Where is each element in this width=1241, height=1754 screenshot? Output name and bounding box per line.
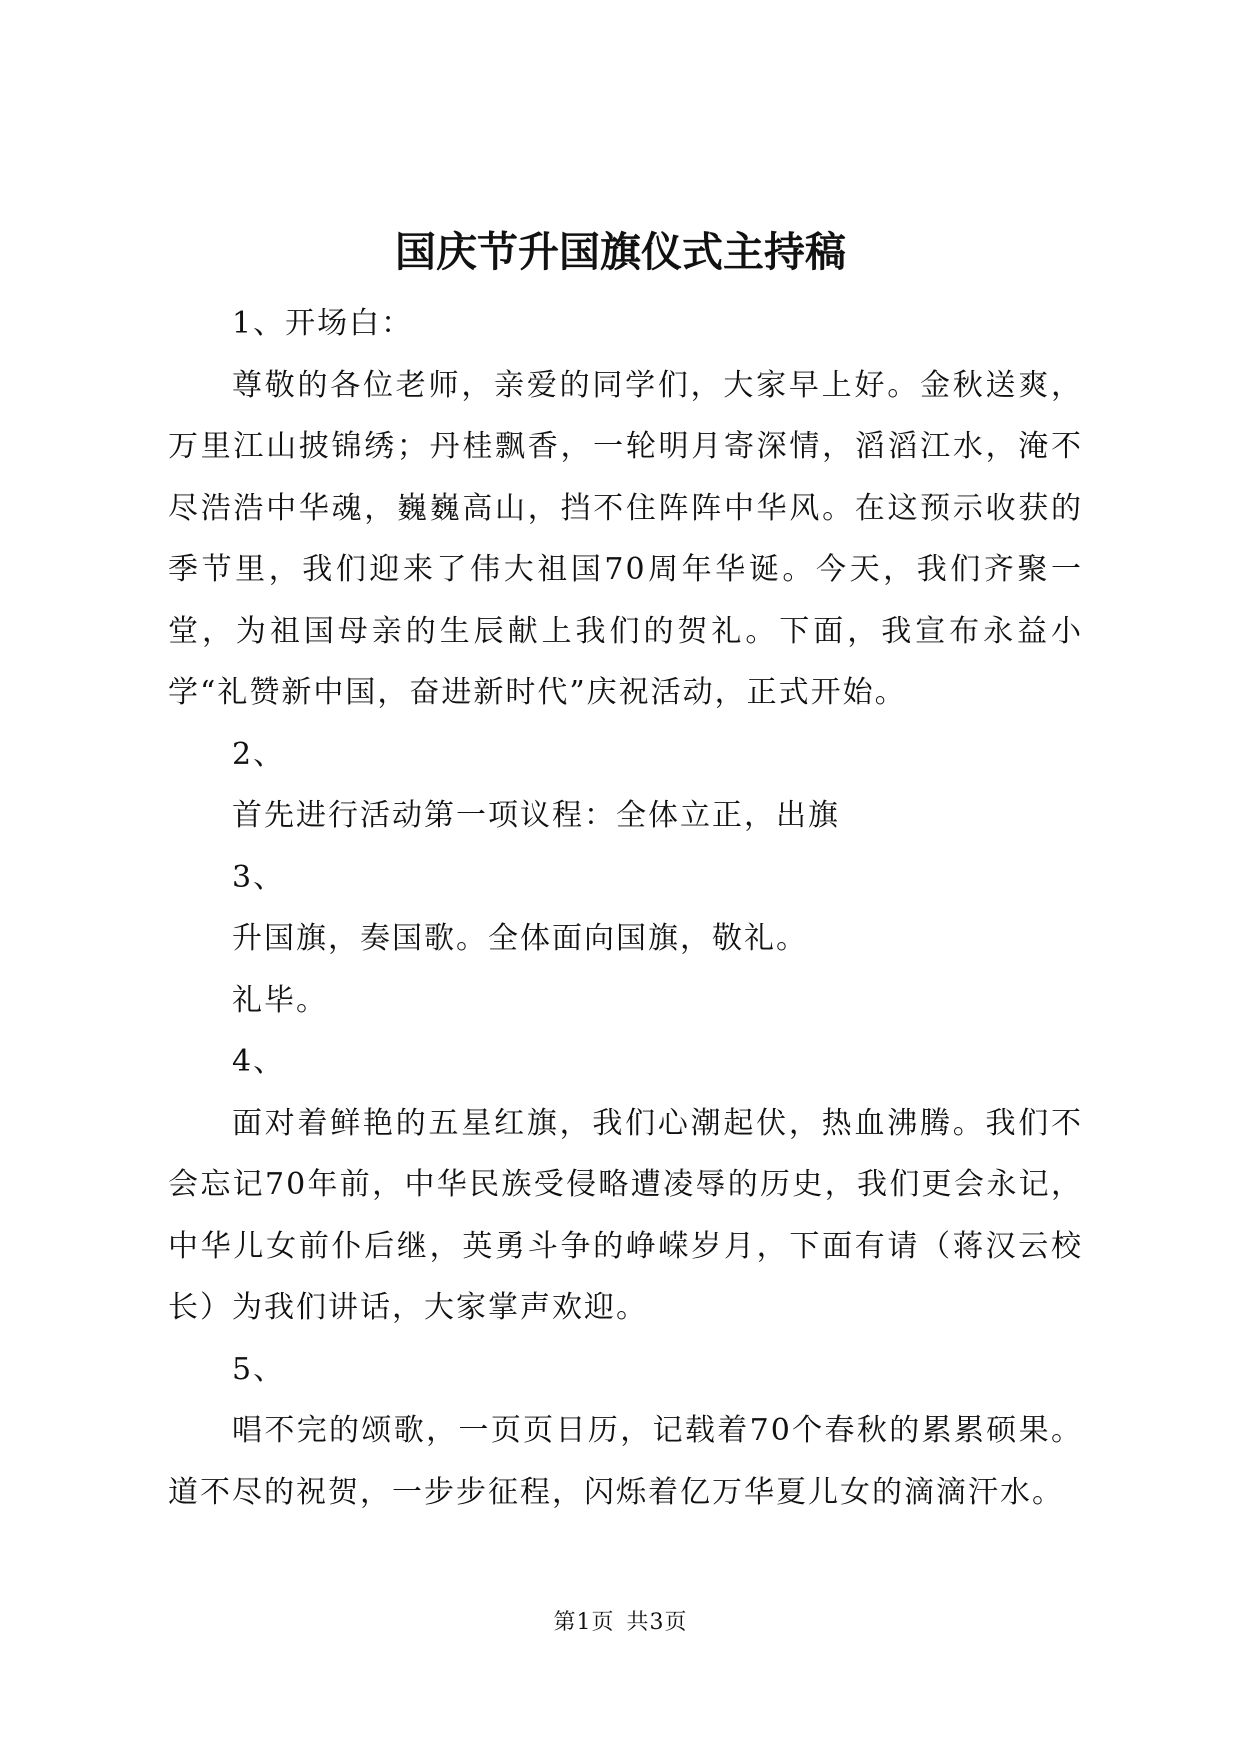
document-body [168, 293, 1083, 1523]
page-number-footer: 第1页 共3页 [553, 1610, 688, 1635]
paragraph-item-5-heading: 5、 [232, 1351, 286, 1387]
document-title: 国庆节升国旗仪式主持稿 [395, 228, 846, 276]
paragraph-item-3-text: 升国旗，奏国歌。全体面向国旗，敬礼。 [232, 921, 808, 956]
paragraph-item-5-text: 唱不完的颂歌，一页页日历，记载着70个春秋的累累硕果。道不尽的祝贺，一步步征程，闪烁着亿万华夏儿女的滴滴汗水。 [168, 1413, 1083, 1510]
paragraph-item-3-heading: 3、 [232, 859, 286, 895]
paragraph-item-2-text: 首先进行活动第一项议程：全体立正，出旗 [232, 798, 840, 833]
paragraph-item-4-text: 面对着鲜艳的五星红旗，我们心潮起伏，热血沸腾。我们不会忘记70年前，中华民族受侵略遭凌辱的历史，我们更会永记，中华儿女前仆后继，英勇斗争的峥嵘岁月，下面有请（蒋汉云校长）为我们讲话，大家掌声欢迎。 [168, 1105, 1083, 1325]
paragraph-item-3-text-2: 礼毕。 [232, 982, 328, 1018]
paragraph-opening-heading: 1、开场白： [232, 306, 414, 341]
paragraph-opening-speech: 尊敬的各位老师，亲爱的同学们，大家早上好。金秋送爽，万里江山披锦绣；丹桂飘香，一轮明月寄深情，滔滔江水，淹不尽浩浩中华魂，巍巍高山，挡不住阵阵中华风。在这预示收获的季节里，我们迎来了伟大祖国70周年华诞。今天，我们齐聚一堂，为祖国母亲的生辰献上我们的贺礼。下面，我宣布永益小学“礼赞新中国，奋进新时代”庆祝活动，正式开始。 [168, 367, 1083, 710]
paragraph-item-4-heading: 4、 [232, 1044, 286, 1079]
paragraph-item-2-heading: 2、 [232, 736, 286, 772]
